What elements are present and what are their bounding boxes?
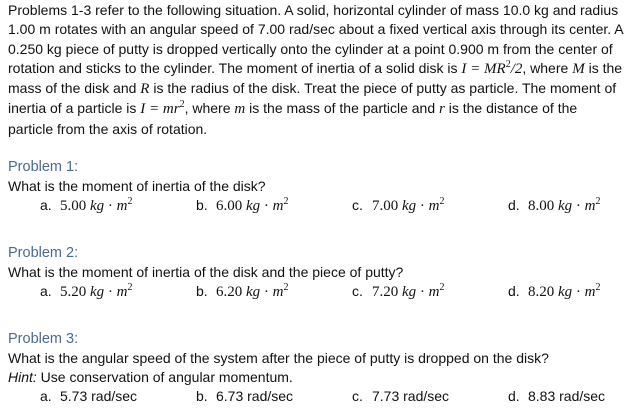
- option-letter: c.: [352, 197, 363, 213]
- formula-part: /2: [510, 60, 523, 77]
- unit-m: m: [272, 284, 284, 300]
- option-value: [60, 198, 133, 214]
- unit-m: m: [116, 284, 128, 300]
- option-number: 7.20: [372, 284, 399, 300]
- option-d[interactable]: [508, 387, 605, 406]
- unit-exponent: 2: [127, 282, 133, 293]
- unit-exponent: 2: [439, 282, 445, 293]
- answer-options: [8, 282, 626, 301]
- formula-exponent: 2: [179, 99, 185, 111]
- unit-m: m: [116, 198, 128, 214]
- option-number: 6.20: [216, 284, 243, 300]
- intro-text-3: is the mass of the disk and: [8, 59, 623, 97]
- option-value: [372, 284, 445, 300]
- intro-text-7: is the distance of the particle from the axis of rotation.: [8, 100, 578, 137]
- option-value: [216, 284, 289, 300]
- option-c[interactable]: [352, 196, 445, 216]
- particle-inertia-formula: [140, 101, 184, 117]
- unit-exponent: 2: [283, 282, 289, 293]
- unit-dot: ·: [260, 284, 273, 300]
- answer-options: [8, 387, 626, 406]
- problem-question: What is the moment of inertia of the disk?: [8, 178, 266, 194]
- option-b[interactable]: [196, 387, 293, 406]
- document-page: [8, 0, 626, 404]
- option-number: 6.00: [216, 198, 243, 214]
- problem-2: [8, 244, 626, 301]
- option-value: 8.83 rad/sec: [528, 388, 606, 404]
- unit-dot: ·: [260, 198, 273, 214]
- unit-dot: ·: [572, 198, 585, 214]
- intro-paragraph: [8, 0, 626, 139]
- intro-text-1: Problems 1-3 refer to the following situation. A solid, horizontal cylinder of mass 10.0 kg and radius 1.00 m rotates with an angular speed of 7.00 rad/sec about a fixed vertical axis through its center. A 0.250 kg piece of putty is dropped vertically onto the cylinder at a point 0.900 m from the center of rotation and sticks to the cylinder. The moment of inertia of a solid disk is: [8, 2, 623, 76]
- var-M: M: [572, 60, 585, 77]
- problem-question: What is the angular speed of the system after the piece of putty is dropped on the disk?: [8, 350, 549, 366]
- option-number: 5.20: [60, 284, 87, 300]
- intro-text-6: is the mass of the particle and: [245, 100, 440, 117]
- option-value: [528, 198, 601, 214]
- option-letter: a.: [40, 388, 52, 404]
- problem-question: What is the moment of inertia of the disk and the piece of putty?: [8, 264, 404, 280]
- option-a[interactable]: [40, 282, 133, 302]
- option-number: 8.20: [528, 284, 555, 300]
- option-number: 7.00: [372, 198, 399, 214]
- option-a[interactable]: [40, 196, 133, 216]
- option-value: [216, 198, 289, 214]
- formula-part: I = mr: [140, 101, 180, 118]
- problem-1: [8, 158, 626, 215]
- unit-m: m: [428, 284, 440, 300]
- unit-m: m: [584, 284, 596, 300]
- option-c[interactable]: [352, 282, 445, 302]
- option-value: [528, 284, 601, 300]
- option-letter: d.: [508, 283, 520, 299]
- unit-dot: ·: [104, 198, 117, 214]
- option-letter: b.: [196, 283, 208, 299]
- option-b[interactable]: [196, 282, 289, 302]
- hint-text: Use conservation of angular momentum.: [36, 369, 293, 385]
- unit-exponent: 2: [595, 282, 601, 293]
- disk-inertia-formula: [461, 58, 523, 77]
- unit-dot: ·: [104, 284, 117, 300]
- unit-dot: ·: [416, 284, 429, 300]
- unit-m: m: [272, 198, 284, 214]
- answer-options: [8, 196, 626, 215]
- problem-3: [8, 330, 626, 406]
- option-a[interactable]: [40, 387, 137, 406]
- intro-text-2: , where: [522, 59, 573, 76]
- unit-dot: ·: [416, 198, 429, 214]
- unit-m: m: [428, 198, 440, 214]
- option-b[interactable]: [196, 196, 289, 216]
- var-R: R: [140, 81, 150, 98]
- option-d[interactable]: [508, 196, 601, 216]
- intro-text-5: , where: [184, 100, 235, 117]
- unit-exponent: 2: [439, 196, 445, 207]
- option-value: 5.73 rad/sec: [60, 388, 138, 404]
- unit-exponent: 2: [127, 196, 133, 207]
- option-letter: a.: [40, 283, 52, 299]
- unit-exponent: 2: [283, 196, 289, 207]
- unit-kg: kg: [402, 198, 417, 214]
- option-letter: a.: [40, 197, 52, 213]
- unit-kg: kg: [90, 198, 105, 214]
- problem-title: Problem 1:: [8, 159, 79, 175]
- problem-title: Problem 3:: [8, 331, 79, 347]
- option-value: [372, 198, 445, 214]
- option-number: 5.00: [60, 198, 87, 214]
- formula-exponent: 2: [505, 58, 511, 70]
- unit-kg: kg: [402, 284, 417, 300]
- option-letter: c.: [352, 388, 363, 404]
- var-m: m: [234, 101, 246, 118]
- unit-kg: kg: [246, 198, 261, 214]
- option-value: 6.73 rad/sec: [216, 388, 294, 404]
- option-number: 8.00: [528, 198, 555, 214]
- intro-text-4: is the radius of the disk. Treat the piece of putty as particle. The moment of inertia of a particle is: [8, 80, 617, 117]
- unit-kg: kg: [90, 284, 105, 300]
- hint-label: Hint:: [8, 369, 37, 385]
- option-c[interactable]: [352, 387, 449, 406]
- unit-kg: kg: [246, 284, 261, 300]
- formula-part: I = MR: [461, 60, 506, 77]
- unit-exponent: 2: [595, 196, 601, 207]
- option-value: 7.73 rad/sec: [372, 388, 450, 404]
- problem-hint: [8, 368, 626, 387]
- unit-dot: ·: [572, 284, 585, 300]
- option-d[interactable]: [508, 282, 601, 302]
- option-letter: c.: [352, 283, 363, 299]
- unit-m: m: [584, 198, 596, 214]
- option-letter: d.: [508, 197, 520, 213]
- option-letter: b.: [196, 388, 208, 404]
- unit-kg: kg: [558, 284, 573, 300]
- option-letter: d.: [508, 388, 520, 404]
- problem-title: Problem 2:: [8, 245, 79, 261]
- var-r: r: [439, 101, 445, 118]
- option-value: [60, 284, 133, 300]
- unit-kg: kg: [558, 198, 573, 214]
- option-letter: b.: [196, 197, 208, 213]
